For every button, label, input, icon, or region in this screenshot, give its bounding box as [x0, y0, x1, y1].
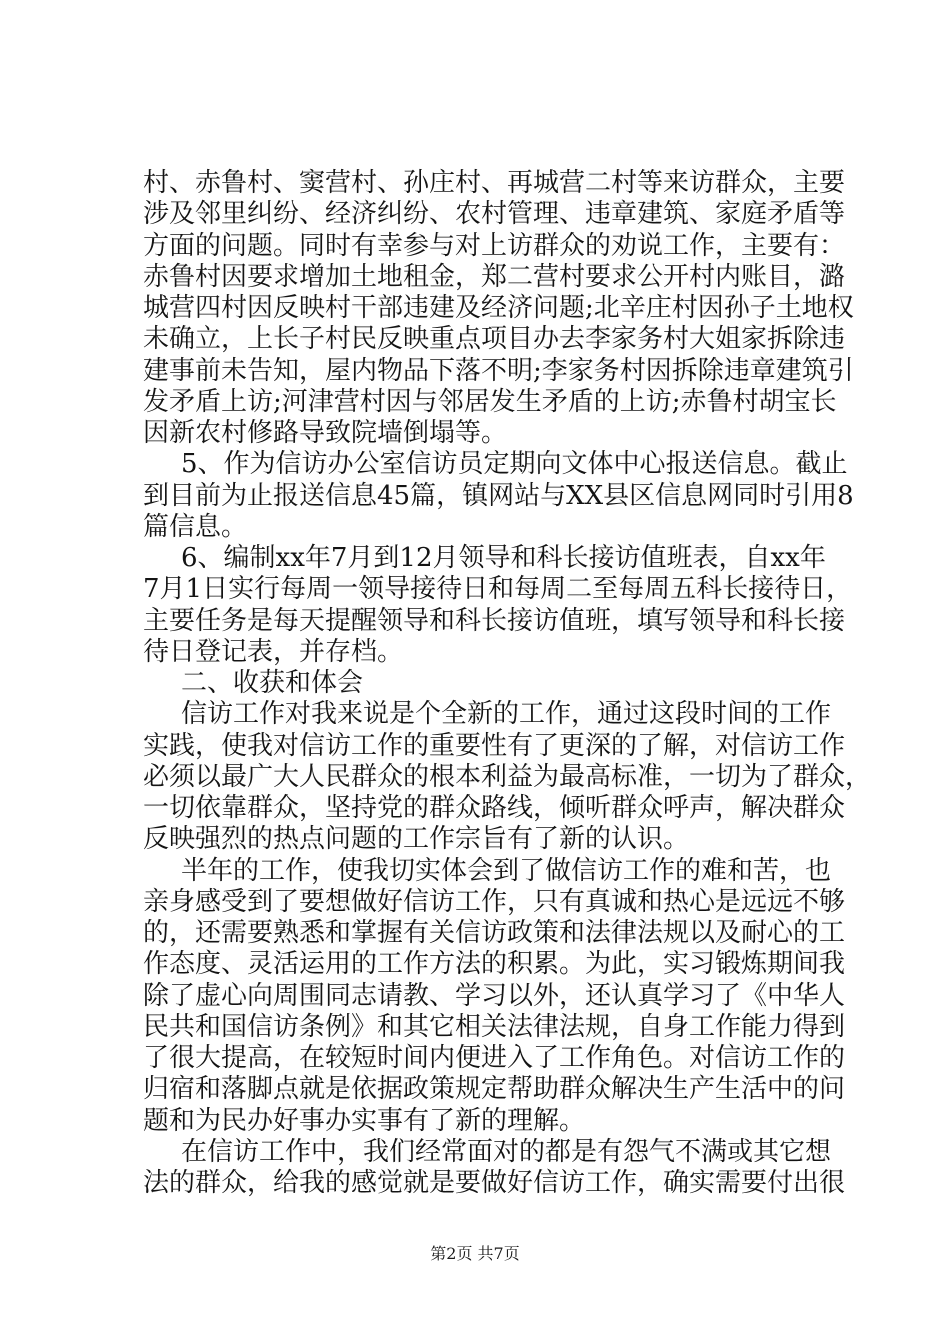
text-line: 在信访工作中，我们经常面对的都是有怨气不满或其它想	[181, 1136, 832, 1167]
text-line: 半年的工作，使我切实体会到了做信访工作的难和苦，也	[181, 855, 832, 886]
text-line: 信访工作对我来说是个全新的工作，通过这段时间的工作	[181, 699, 832, 730]
text-line: 二、收获和体会	[181, 668, 364, 698]
text-line: 主要任务是每天提醒领导和科长接访值班，填写领导和科长接	[143, 605, 846, 636]
text-line: 了很大提高，在较短时间内便进入了工作角色。对信访工作的	[143, 1043, 846, 1073]
text-line: 建事前未告知，屋内物品下落不明;李家务村因拆除违章建筑引	[143, 355, 854, 386]
text-line: 亲身感受到了要想做好信访工作，只有真诚和热心是远远不够	[143, 886, 846, 917]
text-line: 除了虚心向周围同志请教、学习以外，还认真学习了《中华人	[143, 980, 846, 1011]
text-line: 作态度、灵活运用的工作方法的积累。为此，实习锻炼期间我	[143, 949, 846, 980]
text-line: 因新农村修路导致院墙倒塌等。	[143, 418, 508, 448]
text-line: 发矛盾上访;河津营村因与邻居发生矛盾的上访;赤鲁村胡宝长	[143, 386, 837, 417]
text-line: 方面的问题。同时有幸参与对上访群众的劝说工作，主要有：	[143, 230, 846, 261]
text-line: 一切依靠群众，坚持党的群众路线，倾听群众呼声，解决群众	[143, 793, 846, 823]
page-footer: 第2页 共7页	[430, 1244, 520, 1263]
text-line: 城营四村因反映村干部违建及经济问题;北辛庄村因孙子土地权	[143, 293, 854, 323]
text-line: 反映强烈的热点问题的工作宗旨有了新的认识。	[143, 824, 690, 855]
text-line: 到目前为止报送信息45篇，镇网站与XX县区信息网同时引用8	[143, 480, 854, 511]
text-line: 村、赤鲁村、窦营村、孙庄村、再城营二村等来访群众，主要	[143, 168, 846, 198]
text-line: 必须以最广大人民群众的根本利益为最高标准，一切为了群众，	[143, 761, 872, 792]
text-line: 的，还需要熟悉和掌握有关信访政策和法律法规以及耐心的工	[143, 918, 846, 948]
text-line: 涉及邻里纠纷、经济纠纷、农村管理、违章建筑、家庭矛盾等	[143, 199, 846, 230]
text-line: 篇信息。	[143, 511, 248, 542]
text-line: 题和为民办好事办实事有了新的理解。	[143, 1105, 586, 1136]
document-body	[143, 168, 872, 1199]
text-line: 实践，使我对信访工作的重要性有了更深的了解，对信访工作	[143, 730, 846, 761]
text-line: 7月1日实行每周一领导接待日和每周二至每周五科长接待日，	[143, 574, 853, 605]
text-line: 民共和国信访条例》和其它相关法律法规，自身工作能力得到	[143, 1011, 846, 1042]
text-line: 未确立，上长子村民反映重点项目办去李家务村大姐家拆除违	[143, 324, 846, 355]
text-line: 6、编制xx年7月到12月领导和科长接访值班表，自xx年	[181, 543, 826, 573]
text-line: 5、作为信访办公室信访员定期向文体中心报送信息。截止	[181, 449, 848, 480]
text-line: 赤鲁村因要求增加土地租金，郑二营村要求公开村内账目，潞	[143, 261, 846, 292]
text-line: 法的群众，给我的感觉就是要做好信访工作，确实需要付出很	[143, 1168, 846, 1198]
text-line: 待日登记表，并存档。	[143, 636, 404, 667]
text-line: 归宿和落脚点就是依据政策规定帮助群众解决生产生活中的问	[143, 1074, 846, 1105]
